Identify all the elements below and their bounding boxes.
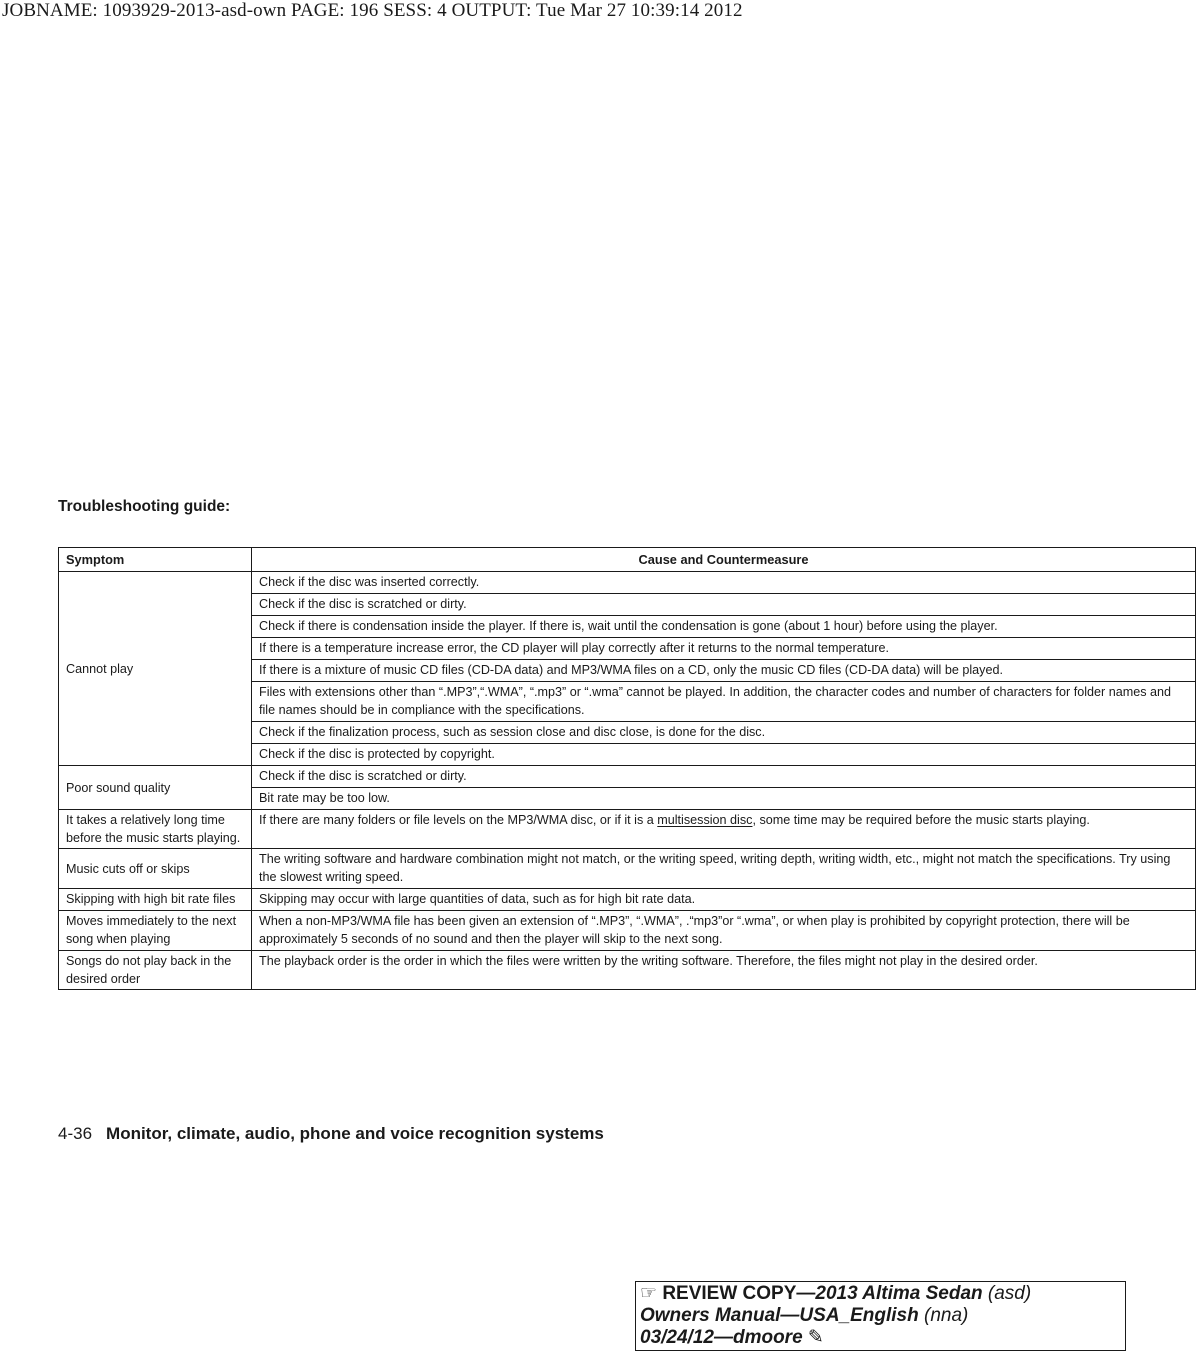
cause-cell: When a non-MP3/WMA file has been given an extension of “.MP3”, “.WMA”, .“mp3”or “.wma”, or when play is prohibited by copyright protection, there will be approximately 5 seconds of no sound and then the player will skip to the next song.	[252, 911, 1196, 951]
review-model-code: (asd)	[987, 1283, 1032, 1304]
review-manual-code: (nna)	[924, 1305, 969, 1326]
cause-cell: Files with extensions other than “.MP3”,“.WMA”, “.mp3” or “.wma” cannot be played. In addition, the character codes and number of characters for folder names and file names should be in compliance with the specifications.	[252, 682, 1196, 722]
table-row	[59, 766, 1196, 788]
symptom-cell: It takes a relatively long time before the music starts playing.	[59, 810, 252, 849]
cause-cell: Check if the finalization process, such as session close and disc close, is done for the disc.	[252, 722, 1196, 744]
symptom-cell: Poor sound quality	[59, 766, 252, 810]
cause-cell: The writing software and hardware combination might not match, or the writing speed, writing depth, writing width, etc., might not match the specifications. Try using the slowest writing speed.	[252, 849, 1196, 889]
page-number: 4-36	[58, 1124, 93, 1143]
pointing-hand-icon: ☞	[640, 1283, 658, 1304]
cause-text: , some time may be required before the music starts playing.	[752, 813, 1090, 827]
cause-cell: If there is a temperature increase error, the CD player will play correctly after it returns to the normal temperature.	[252, 638, 1196, 660]
cause-cell: Check if there is condensation inside the player. If there is, wait until the condensation is gone (about 1 hour) before using the player.	[252, 616, 1196, 638]
table-row	[59, 810, 1196, 849]
review-model: 2013 Altima Sedan	[815, 1283, 983, 1304]
review-date-author: 03/24/12—dmoore	[640, 1327, 803, 1348]
multisession-disc-link[interactable]: multisession disc	[657, 813, 753, 827]
cause-cell: Check if the disc is scratched or dirty.	[252, 594, 1196, 616]
section-title: Troubleshooting guide:	[58, 498, 231, 515]
review-copy-box	[635, 1281, 1126, 1351]
review-line-1	[640, 1283, 1121, 1305]
table-row	[59, 572, 1196, 594]
troubleshooting-table	[58, 547, 1196, 990]
symptom-cell: Cannot play	[59, 572, 252, 766]
table-row	[59, 849, 1196, 889]
cause-cell: If there is a mixture of music CD files (CD-DA data) and MP3/WMA files on a CD, only the music CD files (CD-DA data) will be played.	[252, 660, 1196, 682]
cause-cell: The playback order is the order in which the files were written by the writing software. Therefore, the files might not play in the desired order.	[252, 951, 1196, 990]
writing-hand-icon: ✎	[807, 1327, 824, 1348]
table-row	[59, 911, 1196, 951]
cause-cell: Check if the disc is protected by copyright.	[252, 744, 1196, 766]
review-line-3	[640, 1327, 1121, 1349]
symptom-cell: Music cuts off or skips	[59, 849, 252, 889]
table-row	[59, 889, 1196, 911]
cause-cell	[252, 810, 1196, 849]
page-footer	[58, 1124, 604, 1144]
cause-cell: Skipping may occur with large quantities of data, such as for high bit rate data.	[252, 889, 1196, 911]
table-row	[59, 951, 1196, 990]
table-header-row	[59, 548, 1196, 572]
chapter-title: Monitor, climate, audio, phone and voice recognition systems	[106, 1124, 604, 1143]
cause-cell: Bit rate may be too low.	[252, 788, 1196, 810]
job-header-line: JOBNAME: 1093929-2013-asd-own PAGE: 196 SESS: 4 OUTPUT: Tue Mar 27 10:39:14 2012	[2, 0, 743, 21]
symptom-cell: Moves immediately to the next song when playing	[59, 911, 252, 951]
symptom-cell: Skipping with high bit rate files	[59, 889, 252, 911]
review-label: REVIEW COPY—	[662, 1283, 816, 1304]
cause-text: If there are many folders or file levels on the MP3/WMA disc, or if it is a	[259, 813, 658, 827]
cause-cell: Check if the disc was inserted correctly.	[252, 572, 1196, 594]
review-line-2	[640, 1305, 1121, 1327]
review-manual: Owners Manual—USA_English	[640, 1305, 919, 1326]
column-header-cause: Cause and Countermeasure	[252, 548, 1196, 572]
column-header-symptom: Symptom	[59, 548, 252, 572]
cause-cell: Check if the disc is scratched or dirty.	[252, 766, 1196, 788]
symptom-cell: Songs do not play back in the desired order	[59, 951, 252, 990]
